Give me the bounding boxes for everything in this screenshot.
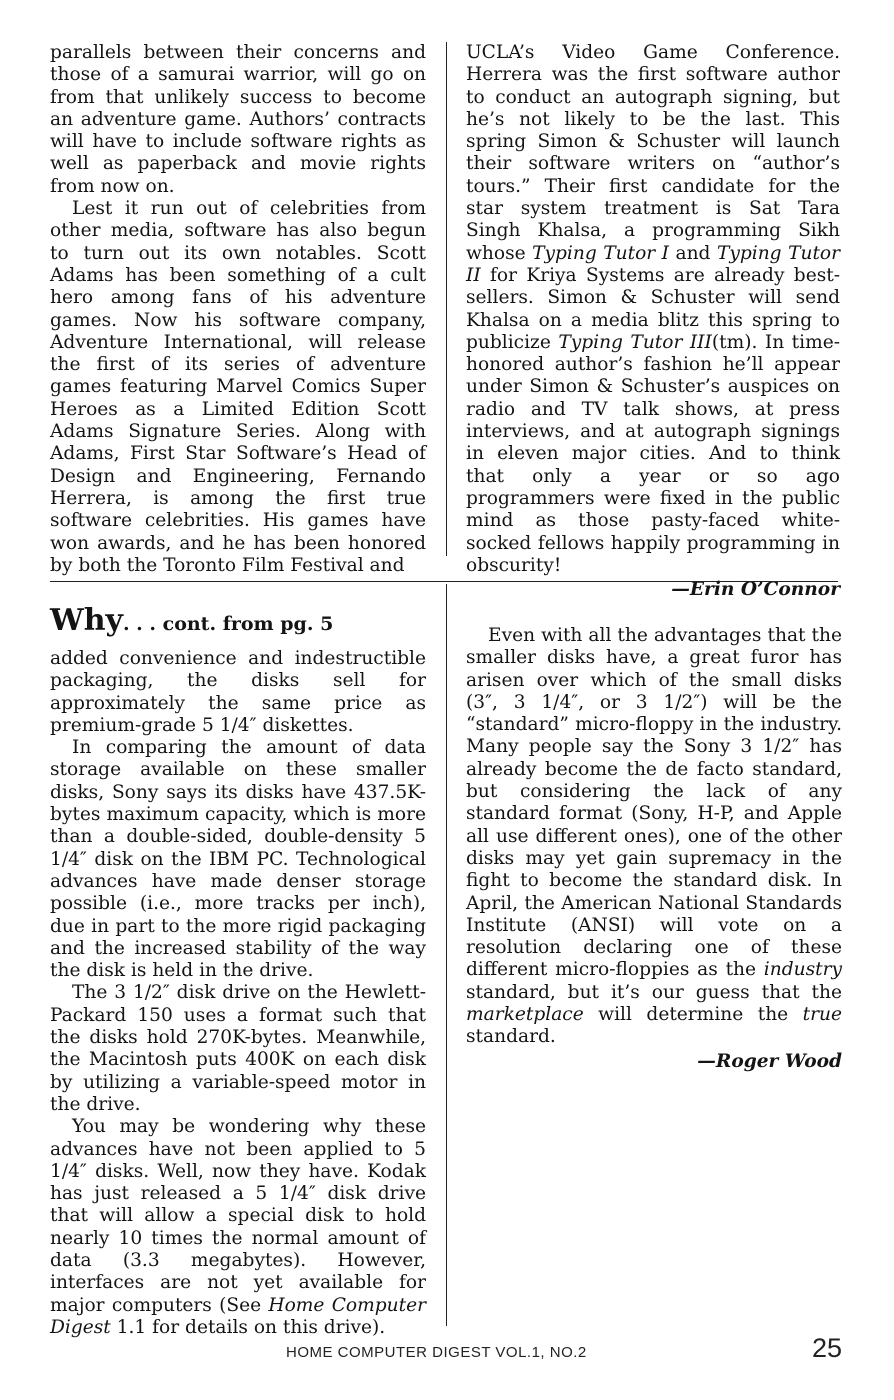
text-run: In comparing the amount of data storage available on these smaller disks, Sony says its disks have 437.5K-bytes maximum capacity, which is more than a double-sided, double-density 5 1/4″ disk on the IBM PC. Technological advances have made denser storage possible (i.e., more tracks per inch), due in part to the more rigid packaging and the increased stability of the way the disk is held in the drive.	[50, 737, 426, 982]
text-run: Even with all the advantages that the smaller disks have, a great furor has arisen over which of the small disks (3″, 3 1/4″, or 3 1/2″) will be the “standard” micro-floppy in the industry. Many people say the Sony 3 1/2″ has already become the de facto standard, but considering the lack of any standard format (Sony, H-P, and Apple all use different ones), one of the other disks may yet gain supremacy in the fight to become the standard disk. In April, the American National Standards Institute (ANSI) will vote on a resolution declaring one of these different micro-floppies as the	[466, 625, 842, 981]
top-right-body	[466, 42, 840, 577]
author-signature-roger: —Roger Wood	[697, 1050, 842, 1072]
bottom-left-column	[50, 648, 426, 1339]
text-run: UCLA’s Video Game Conference. Herrera was the first software author to conduct an autograph signing, but he’s not likely to be the last. This spring Simon & Schuster will launch their software writers on “author’s tours.” Their first candidate for the star system treatment is Sat Tara Singh Khalsa, a programming Sikh whose	[466, 42, 840, 264]
italic-text: Typing Tutor I	[532, 242, 670, 264]
text-run: (tm). In time-honored author’s fashion he’ll appear under Simon & Schuster’s auspices on radio and TV talk shows, at press interviews, and at autograph signings in eleven major cities. And to think that only a year or so ago programmers were fixed in the public mind as those pasty-faced white-socked fellows happily programming in obscurity!	[466, 331, 841, 576]
bottom-right-column	[466, 625, 842, 1073]
heading-continuation: . . . cont. from pg. 5	[122, 613, 334, 635]
paragraph	[50, 648, 426, 737]
paragraph	[50, 737, 426, 982]
text-run: You may be wondering why these advances have not been applied to 5 1/4″ disks. Well, now they have. Kodak has just released a 5 1/4″ disk drive that will allow a special disk to hold nearly 10 times the normal amount of data (3.3 megabytes). However, interfaces are not yet available for major computers (See	[50, 1116, 426, 1316]
paragraph	[50, 982, 426, 1116]
column-divider-top	[446, 42, 447, 556]
italic-text: Home Computer Digest	[50, 1294, 426, 1338]
text-run: parallels between their concerns and those of a samurai warrior, will go on from that unlikely success to become an adventure game. Authors’ contracts will have to include software rights as well as paperback and movie rights from now on.	[50, 42, 426, 197]
text-run: and	[669, 242, 717, 264]
top-left-column	[50, 42, 426, 577]
paragraph	[50, 1116, 426, 1339]
italic-text: Typing Tutor III	[558, 331, 712, 353]
italic-text: marketplace	[466, 1004, 584, 1026]
text-run: standard.	[466, 1026, 556, 1048]
publication-footer: HOME COMPUTER DIGEST VOL.1, NO.2	[286, 1344, 587, 1361]
paragraph	[466, 625, 842, 1049]
italic-text: true	[802, 1004, 842, 1026]
text-run: added convenience and indestructible packaging, the disks sell for approximately the same price as premium-grade 5 1/4″ diskettes.	[50, 648, 426, 736]
text-run: standard, but it’s our guess that the	[466, 981, 842, 1003]
author-signature-erin: —Erin O’Connor	[671, 579, 840, 601]
column-divider-bottom	[446, 584, 447, 1326]
heading-title: Why	[50, 603, 123, 638]
text-run: Lest it run out of celebrities from other media, software has also begun to turn out its own notables. Scott Adams has been something of a cult hero among fans of his adventure games. Now his software company, Adventure International, will release the first of its series of adventure games featuring Marvel Comics Super Heroes as a Limited Edition Scott Adams Signature Series. Along with Adams, First Star Software’s Head of Design and Engineering, Fernando Herrera, is among the first true software celebrities. His games have won awards, and he has been honored by both the Toronto Film Festival and	[50, 198, 426, 576]
text-run: will determine the	[583, 1004, 803, 1026]
paragraph	[50, 42, 426, 198]
paragraph	[50, 198, 426, 577]
page-number: 25	[812, 1333, 843, 1363]
italic-text: industry	[763, 959, 842, 981]
text-run: for Kriya Systems are already best-sellers. Simon & Schuster will send Khalsa on a media blitz this spring to publicize	[466, 264, 840, 353]
article-separator-rule	[50, 581, 838, 582]
text-run: 1.1 for details on this drive).	[110, 1316, 386, 1338]
bottom-right-body	[466, 625, 842, 1049]
top-right-column	[466, 42, 840, 601]
article-heading	[50, 603, 333, 638]
paragraph	[466, 42, 840, 577]
text-run: The 3 1/2″ disk drive on the Hewlett-Packard 150 uses a format such that the disks hold 270K-bytes. Meanwhile, the Macintosh puts 400K on each disk by utilizing a variable-speed motor in the drive.	[50, 982, 426, 1115]
italic-text: Typing Tutor II	[466, 242, 841, 286]
